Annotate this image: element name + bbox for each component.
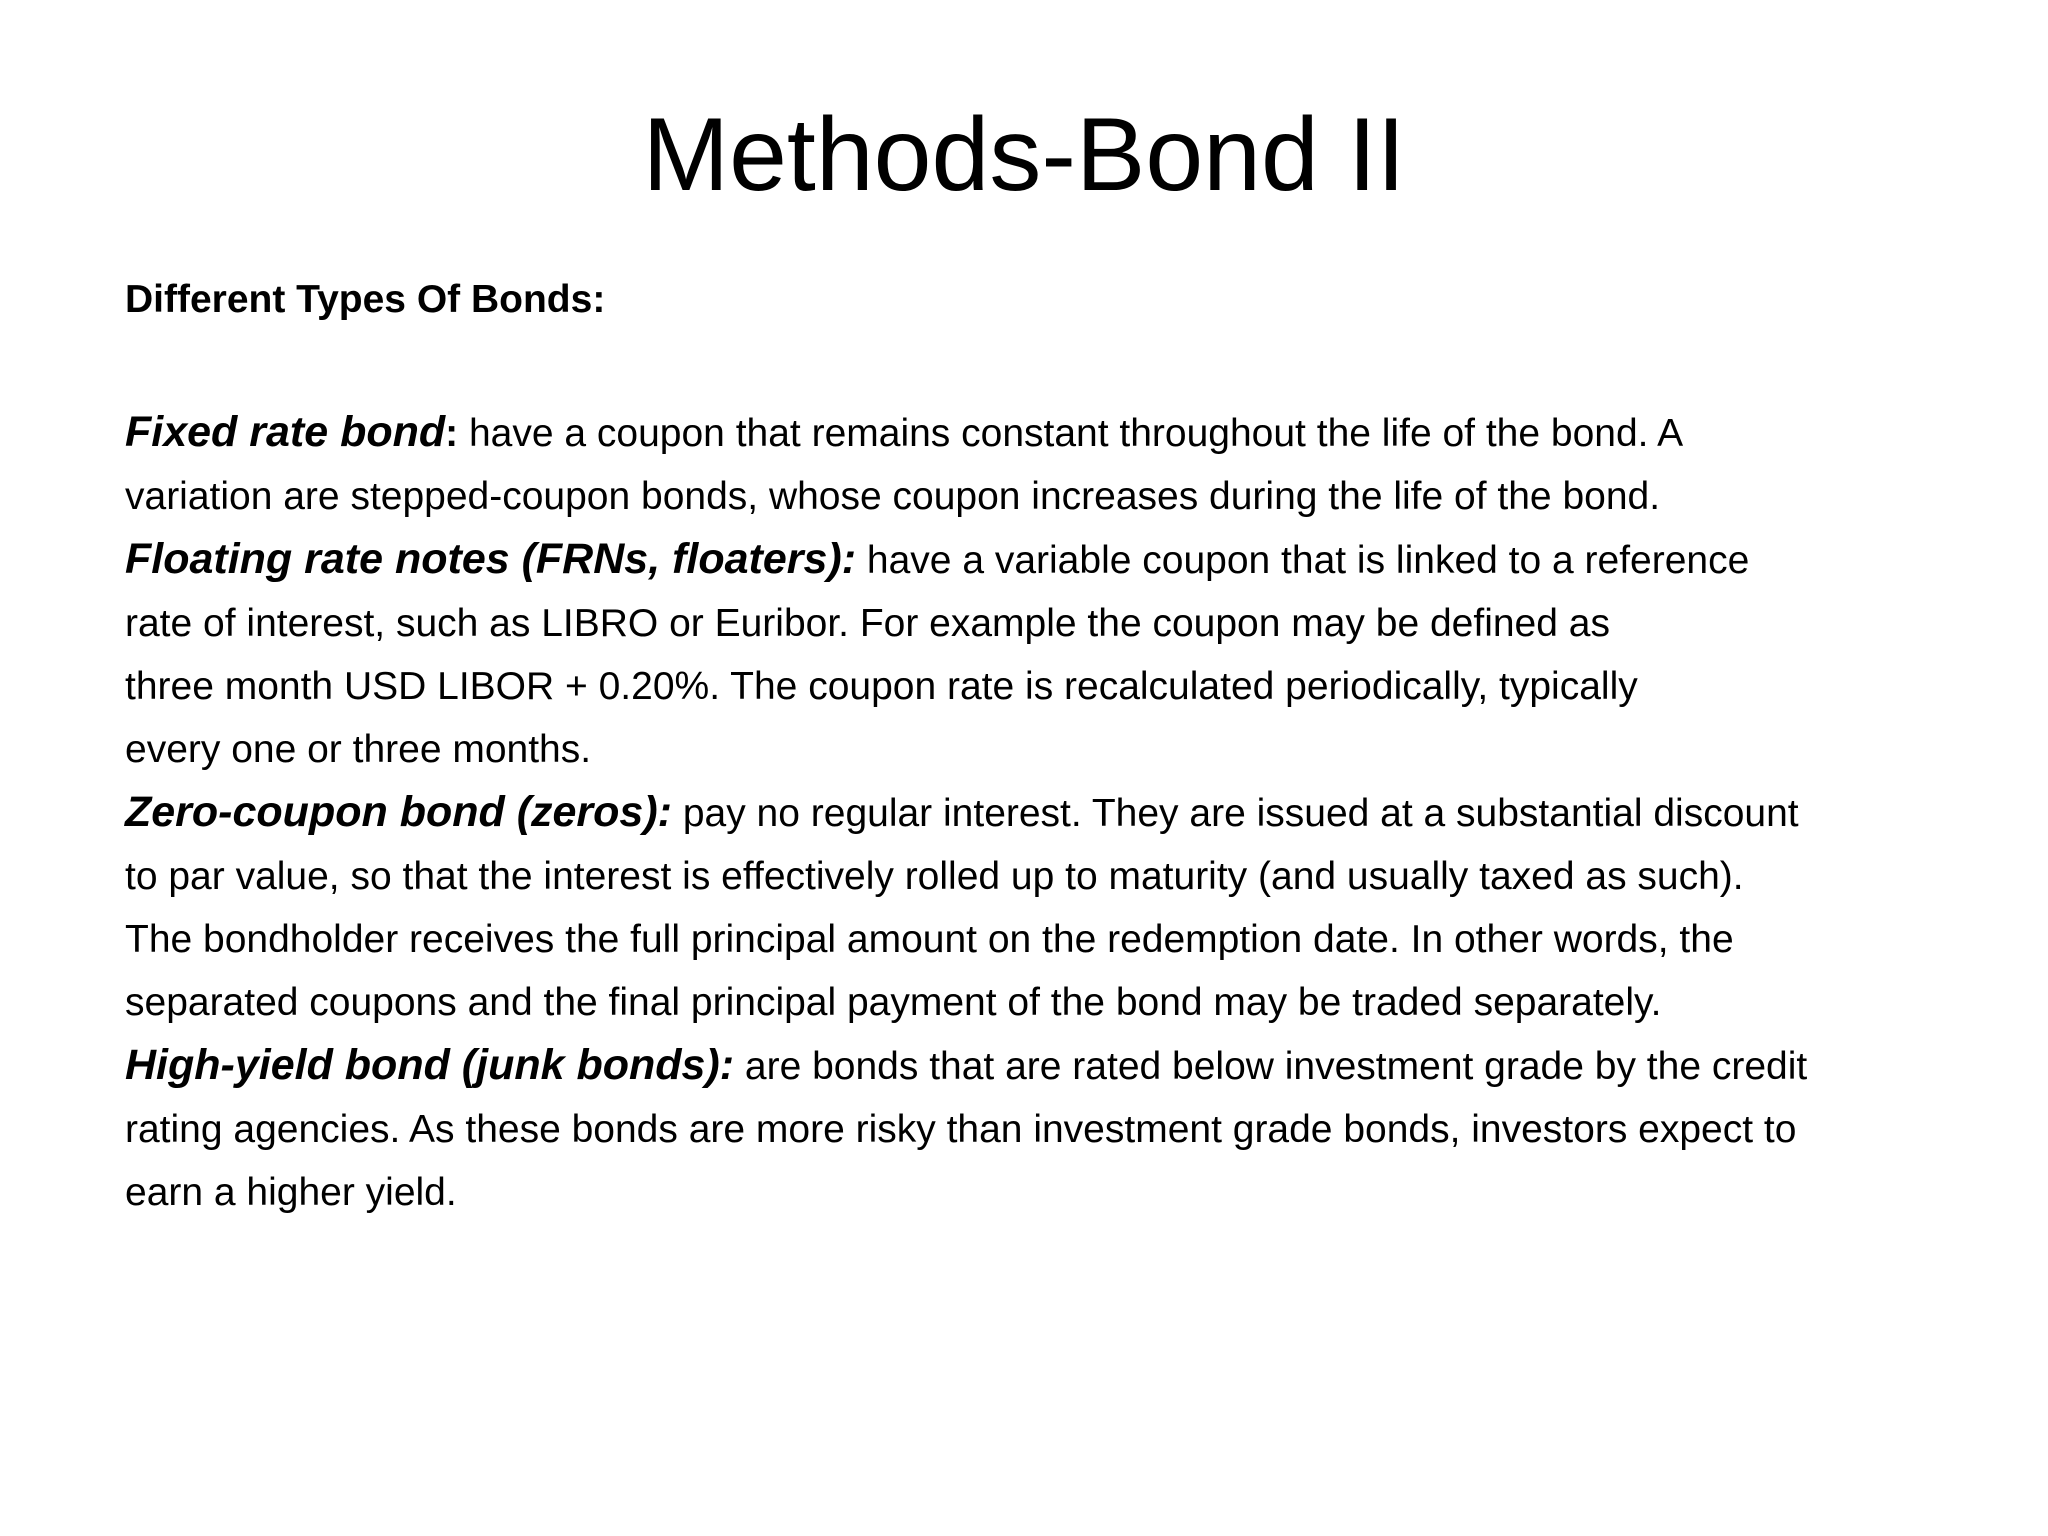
bond-description-line: earn a higher yield. [125,1171,457,1214]
subheading: Different Types Of Bonds: [125,278,606,321]
slide-content [125,268,2005,1224]
bond-description-line: variation are stepped-coupon bonds, whose coupon increases during the life of the bond. [125,475,1661,518]
bond-description-line: have a variable coupon that is linked to a reference [856,539,1750,582]
bond-type-floating-rate [125,528,2005,781]
bond-term: Fixed rate bond [125,408,446,456]
bond-description-line: rate of interest, such as LIBRO or Euribor. For example the coupon may be defined as [125,602,1610,645]
bond-description-line: The bondholder receives the full principal amount on the redemption date. In other words, the [125,918,1734,961]
bond-term-suffix: : [445,412,459,455]
bond-type-high-yield [125,1034,2005,1224]
bond-description-line: have a coupon that remains constant throughout the life of the bond. A [458,412,1684,455]
bond-description-line: three month USD LIBOR + 0.20%. The coupon rate is recalculated periodically, typically [125,665,1638,708]
bond-term: Zero-coupon bond (zeros): [125,788,672,836]
bond-type-fixed-rate [125,401,2005,528]
bond-description-line: are bonds that are rated below investment grade by the credit [734,1045,1808,1088]
bond-description-line: rating agencies. As these bonds are more risky than investment grade bonds, investors expect to [125,1108,1797,1151]
bond-description-line: separated coupons and the final principal payment of the bond may be traded separately. [125,981,1662,1024]
bond-type-zero-coupon [125,781,2005,1034]
bond-term: Floating rate notes (FRNs, floaters): [125,535,857,583]
bond-description-line: every one or three months. [125,728,592,771]
bond-description-line: pay no regular interest. They are issued at a substantial discount [672,792,1799,835]
spacer [125,331,2005,401]
slide-title: Methods-Bond II [642,97,1406,213]
bond-description-line: to par value, so that the interest is effectively rolled up to maturity (and usually taxed as such). [125,855,1744,898]
bond-term: High-yield bond (junk bonds): [125,1041,735,1089]
